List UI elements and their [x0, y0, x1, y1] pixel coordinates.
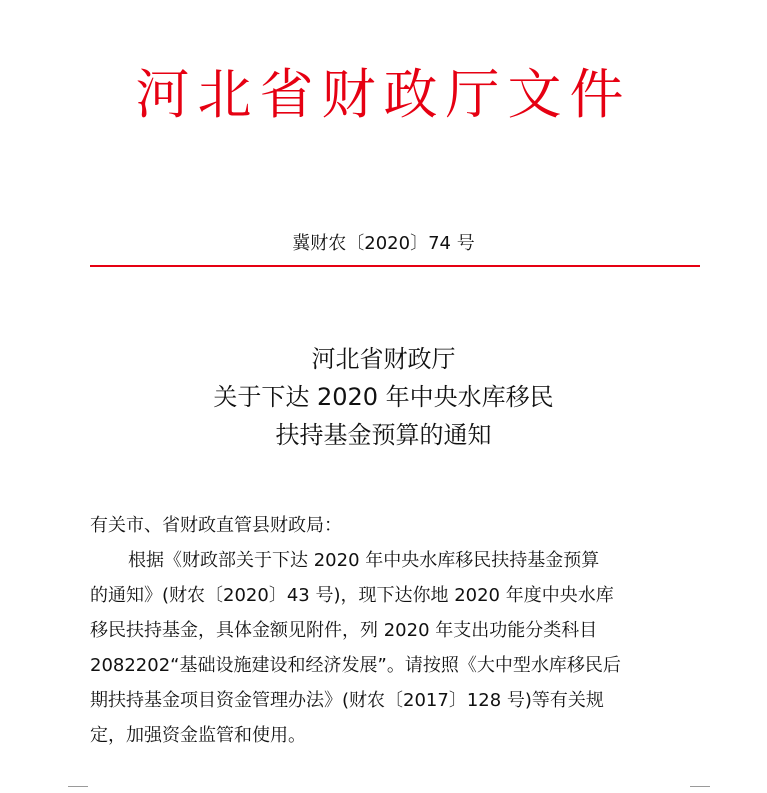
body-line: 的通知》(财农〔2020〕43 号)，现下达你地 2020 年度中央水库 [90, 585, 614, 606]
body-line: 2082202“基础设施建设和经济发展”。请按照《大中型水库移民后 [90, 655, 621, 676]
red-divider-line [90, 265, 700, 267]
title-line-2: 关于下达 2020 年中央水库移民 [213, 383, 554, 411]
body-line: 定，加强资金监管和使用。 [90, 725, 306, 746]
document-title [0, 340, 767, 454]
body-line: 移民扶持基金，具体金额见附件，列 2020 年支出功能分类科目 [90, 620, 598, 641]
body-line: 期扶持基金项目资金管理办法》(财农〔2017〕128 号)等有关规 [90, 690, 604, 711]
title-line-3: 扶持基金预算的通知 [275, 421, 492, 449]
masthead-title: 河北省财政厅文件 [135, 63, 632, 126]
document-number: 冀财农〔2020〕74 号 [292, 233, 475, 254]
body-line: 根据《财政部关于下达 2020 年中央水库移民扶持基金预算 [128, 550, 600, 571]
title-line-1: 河北省财政厅 [311, 345, 456, 373]
page-corner-mark-left [68, 786, 88, 787]
page-corner-mark-right [690, 786, 710, 787]
body-text [90, 508, 700, 753]
addressee: 有关市、省财政直管县财政局： [90, 515, 342, 536]
